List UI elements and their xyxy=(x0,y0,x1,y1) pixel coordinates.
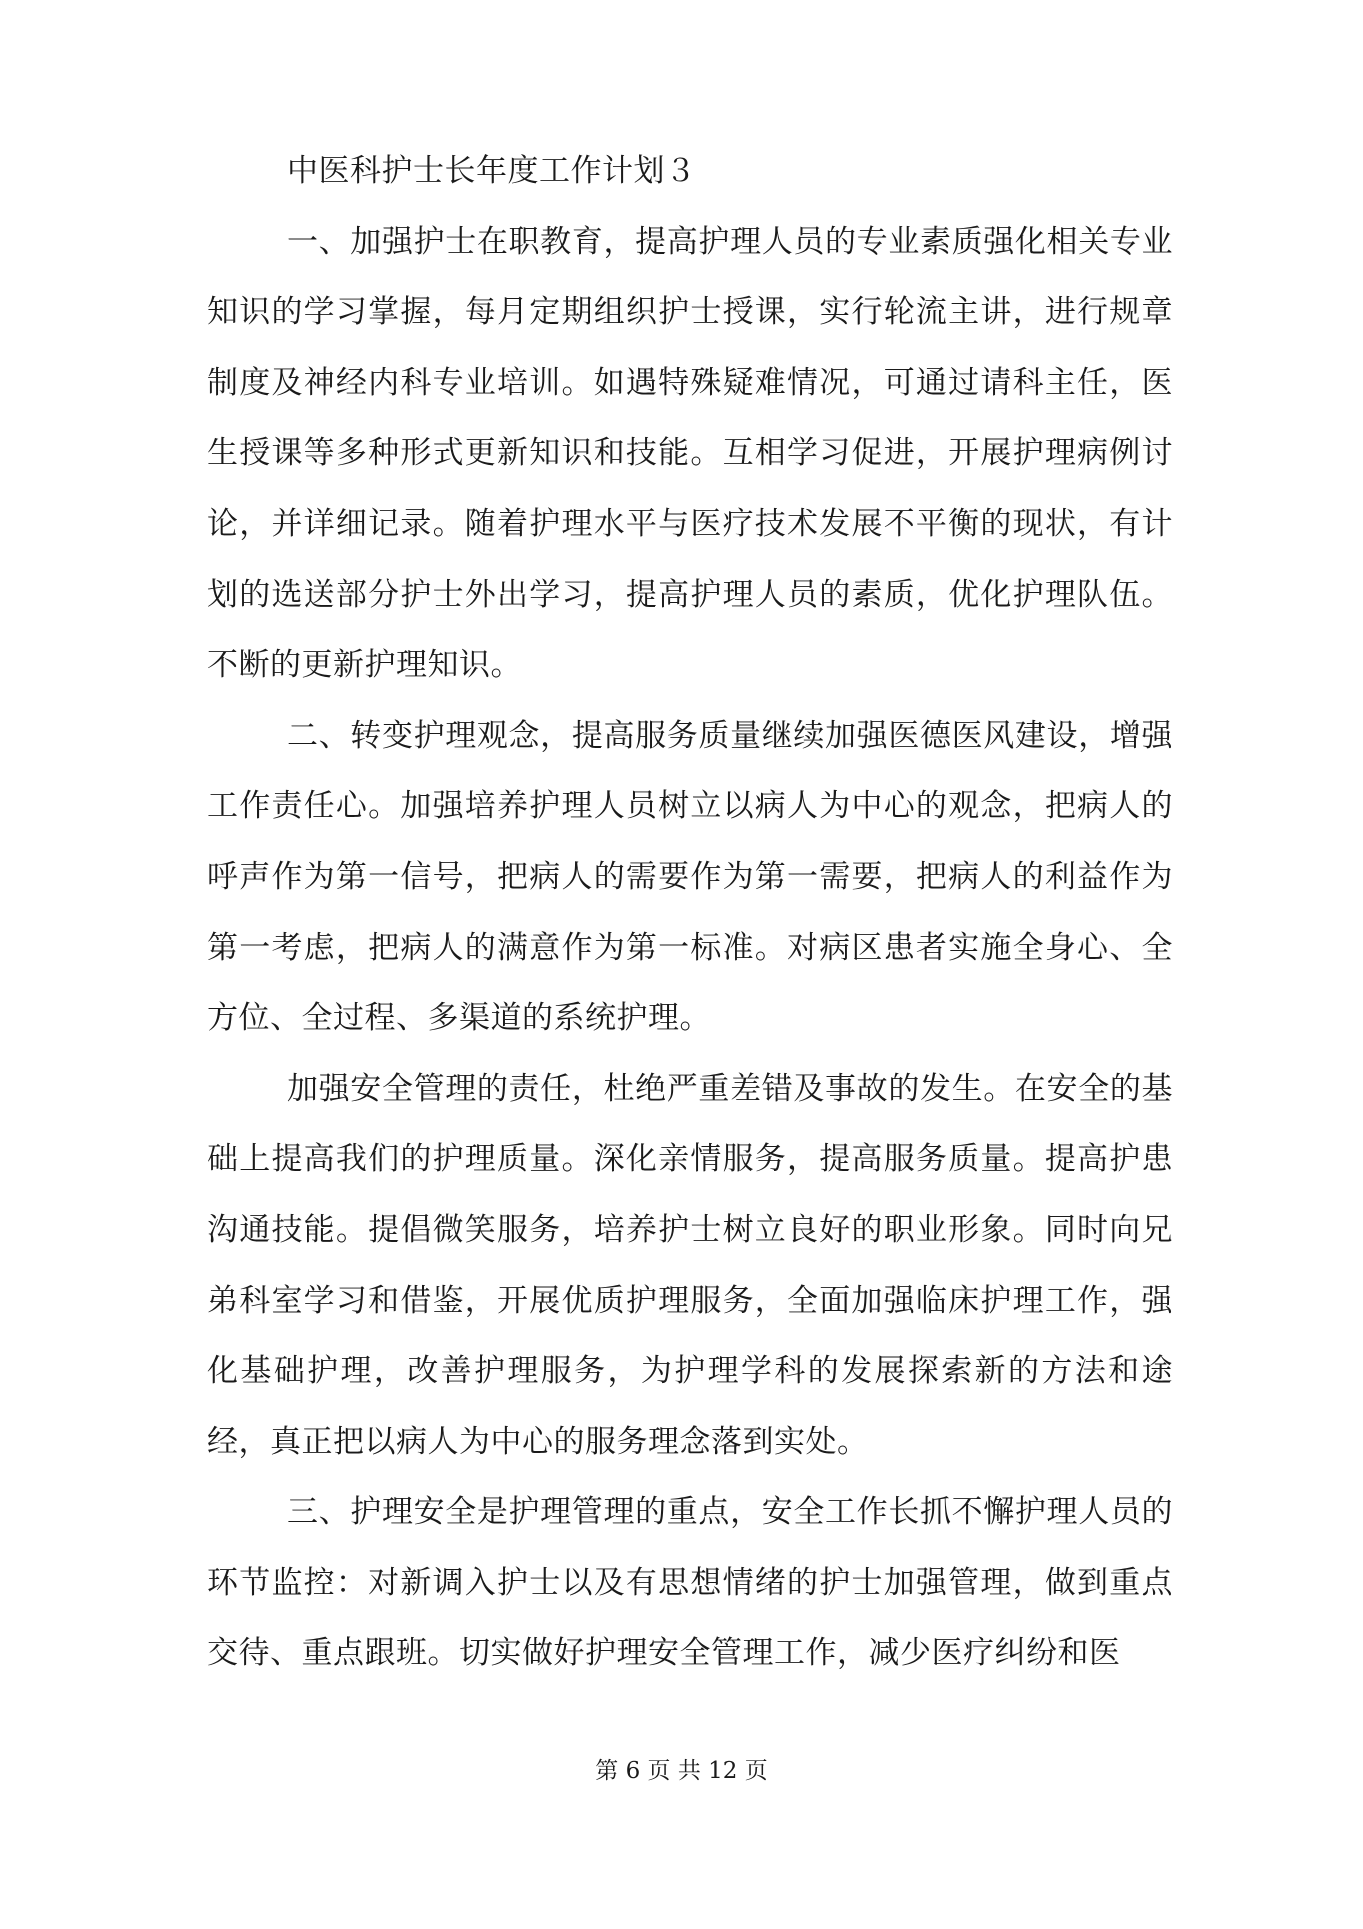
paragraph-3: 加强安全管理的责任，杜绝严重差错及事故的发生。在安全的基础上提高我们的护理质量。深化亲情服务，提高服务质量。提高护患沟通技能。提倡微笑服务，培养护士树立良好的职业形象。同时向兄弟科室学习和借鉴，开展优质护理服务，全面加强临床护理工作，强化基础护理，改善护理服务，为护理学科的发展探索新的方法和途经，真正把以病人为中心的服务理念落到实处。 xyxy=(207,1070,1173,1460)
paragraph-4: 三、护理安全是护理管理的重点，安全工作长抓不懈护理人员的环节监控：对新调入护士以及有思想情绪的护士加强管理，做到重点交待、重点跟班。切实做好护理安全管理工作，减少医疗纠纷和医 xyxy=(207,1494,1173,1672)
paragraph-2: 二、转变护理观念，提高服务质量继续加强医德医风建设，增强工作责任心。加强培养护理人员树立以病人为中心的观念，把病人的呼声作为第一信号，把病人的需要作为第一需要，把病人的利益作为第一考虑，把病人的满意作为第一标准。对病区患者实施全身心、全方位、全过程、多渠道的系统护理。 xyxy=(207,717,1173,1037)
paragraph-1: 一、加强护士在职教育，提高护理人员的专业素质强化相关专业知识的学习掌握，每月定期组织护士授课，实行轮流主讲，进行规章制度及神经内科专业培训。如遇特殊疑难情况，可通过请科主任，医生授课等多种形式更新知识和技能。互相学习促进，开展护理病例讨论，并详细记录。随着护理水平与医疗技术发展不平衡的现状，有计划的选送部分护士外出学习，提高护理人员的素质，优化护理队伍。不断的更新护理知识。 xyxy=(207,223,1173,684)
document-title: 中医科护士长年度工作计划３ xyxy=(287,153,697,189)
page-number-footer: 第 6 页 共 12 页 xyxy=(595,1758,768,1784)
document-body xyxy=(207,136,1173,1689)
